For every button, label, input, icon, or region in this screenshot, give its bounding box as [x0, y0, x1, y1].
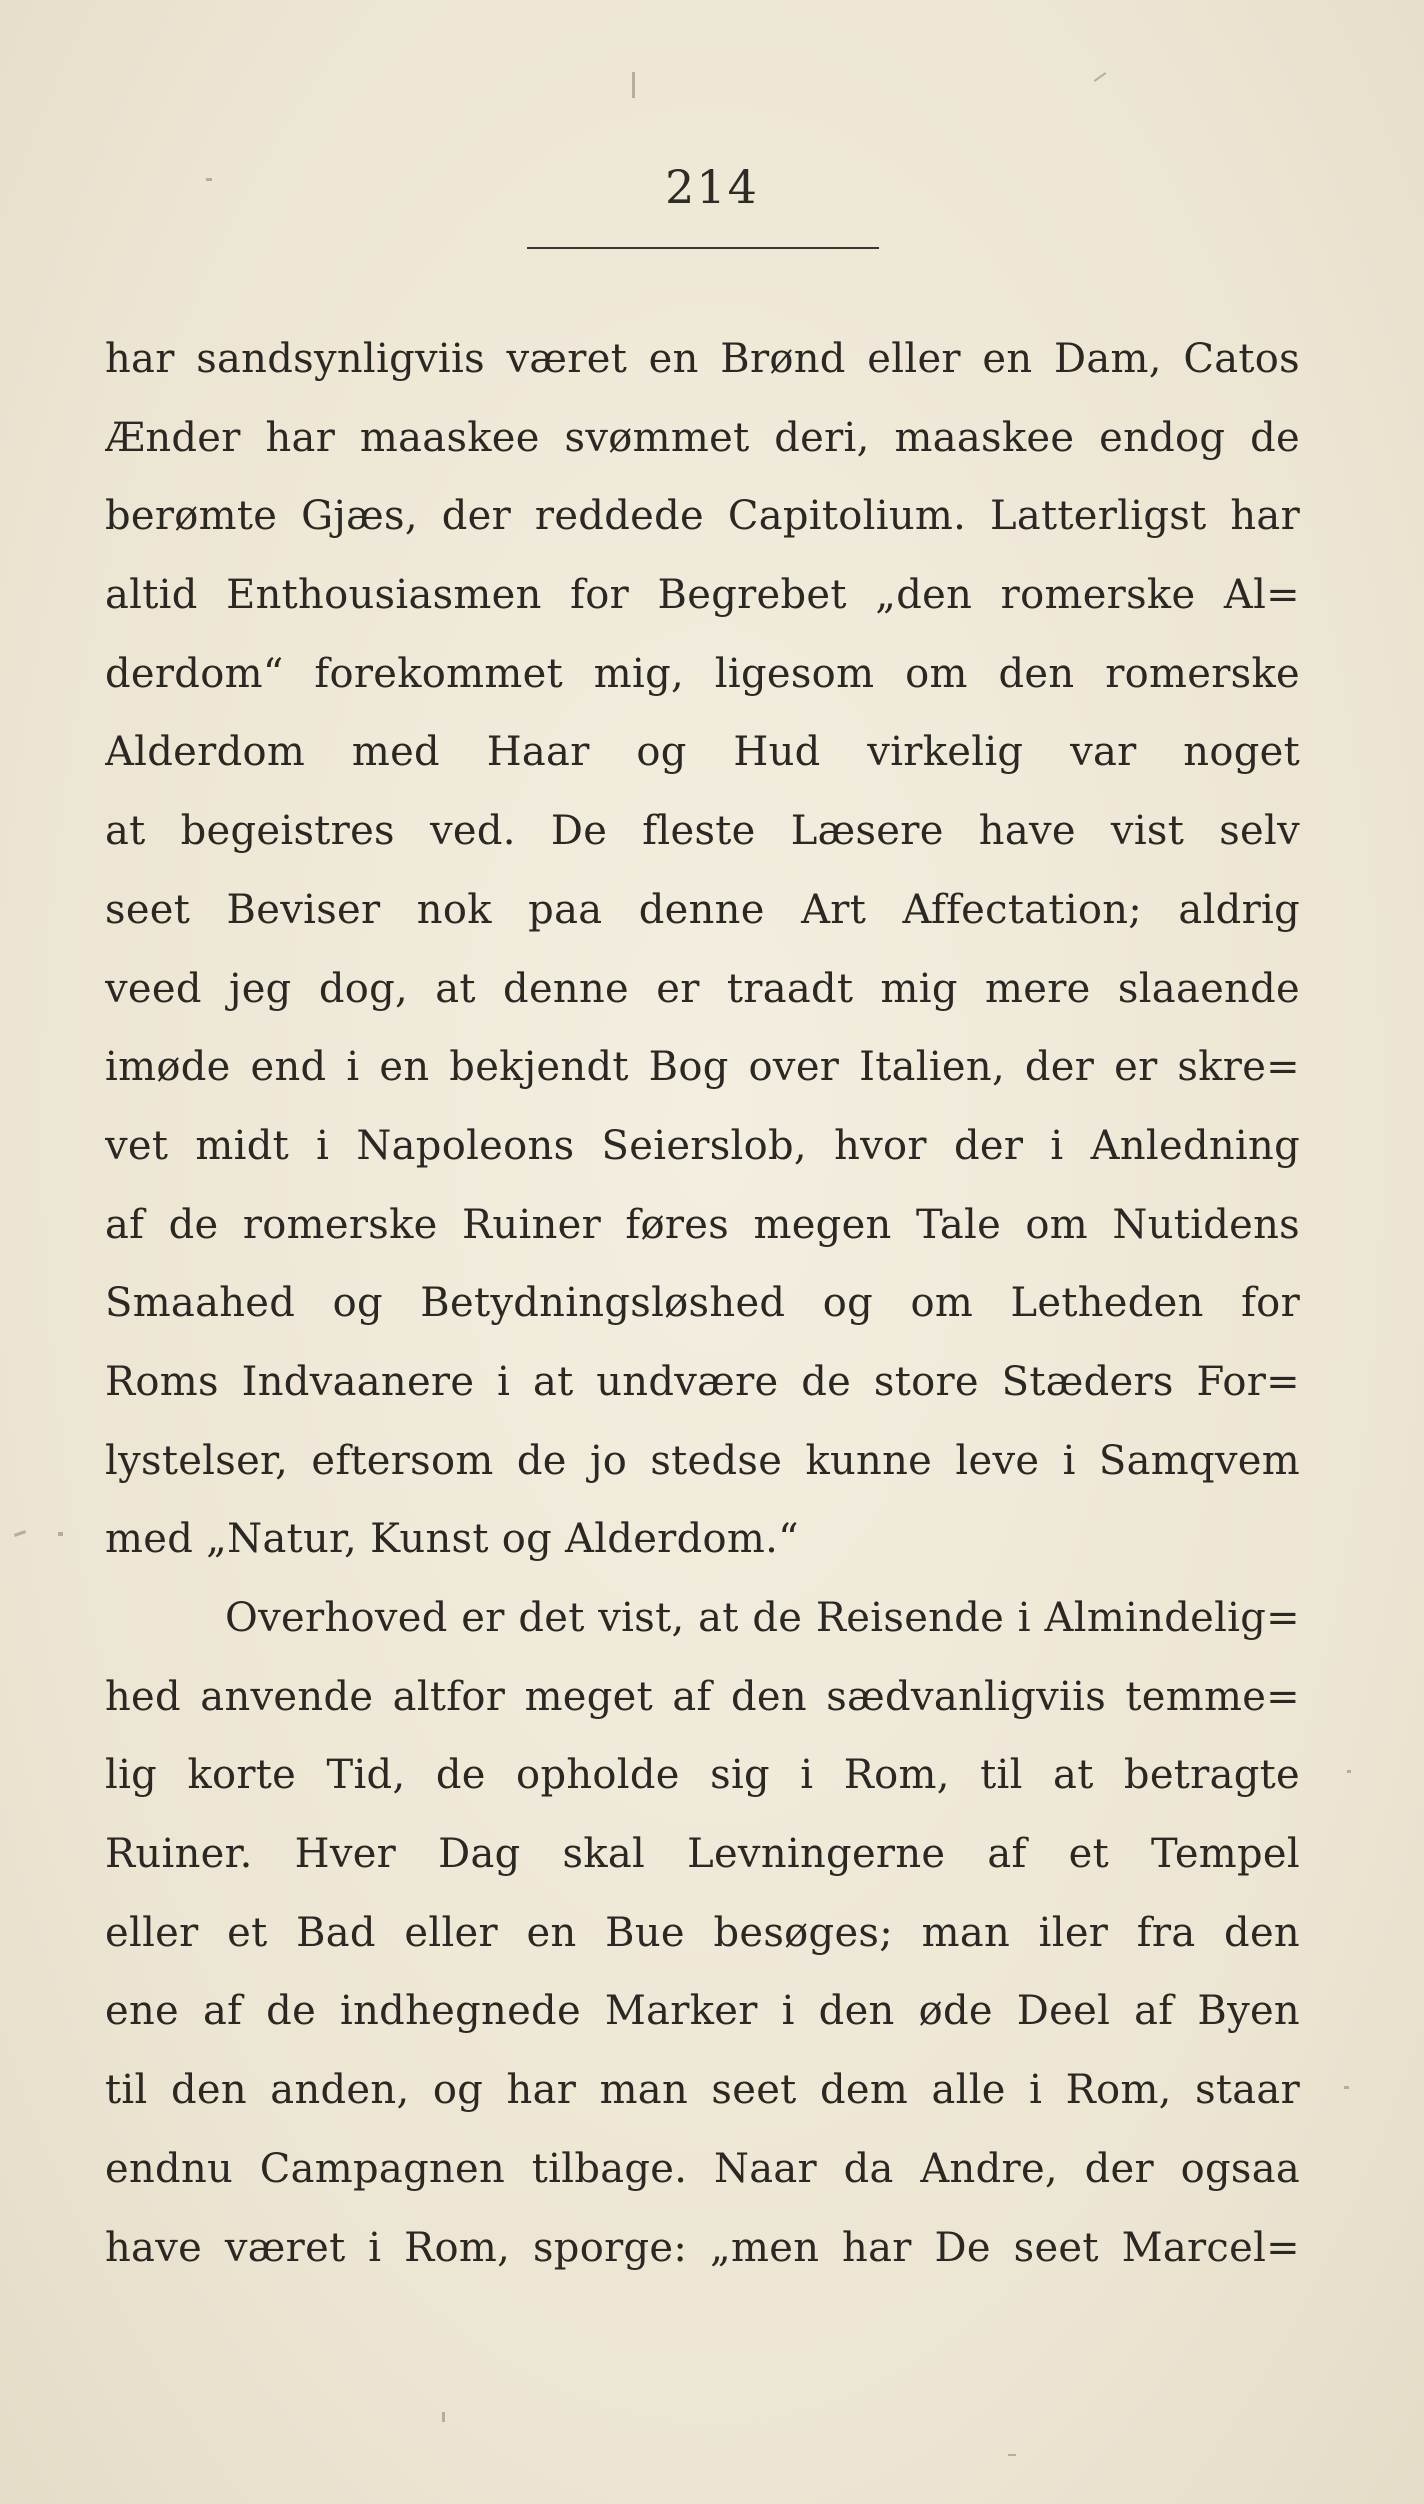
- text-line: vet midt i Napoleons Seierslob, hvor der i Anledning: [105, 1122, 1300, 1169]
- text-line: eller et Bad eller en Bue besøges; man iler fra den: [105, 1909, 1300, 1956]
- print-speck: [1094, 72, 1107, 82]
- text-line: Ænder har maaskee svømmet deri, maaskee endog de: [105, 414, 1300, 461]
- page-number: 214: [665, 160, 759, 214]
- text-line: til den anden, og har man seet dem alle i Rom, staar: [105, 2067, 1300, 2114]
- text-line: have været i Rom, sporge: „men har De seet Marcel=: [105, 2224, 1300, 2271]
- text-line: endnu Campagnen tilbage. Naar da Andre, der ogsaa: [105, 2145, 1300, 2192]
- text-line: at begeistres ved. De fleste Læsere have vist selv: [105, 808, 1300, 855]
- text-line: imøde end i en bekjendt Bog over Italien, der er skre=: [105, 1044, 1300, 1091]
- text-line: derdom“ forekommet mig, ligesom om den romerske: [105, 650, 1300, 697]
- print-speck: [14, 1530, 26, 1537]
- paragraph-start-line: Overhoved er det vist, at de Reisende i Almindelig=: [225, 1595, 1300, 1641]
- text-line: seet Beviser nok paa denne Art Affectation; aldrig: [105, 886, 1300, 933]
- text-line: Smaahed og Betydningsløshed og om Letheden for: [105, 1280, 1300, 1327]
- print-speck: [442, 2412, 445, 2422]
- print-speck: [1008, 2454, 1016, 2456]
- body-text: [105, 320, 1300, 2287]
- text-line: ene af de indhegnede Marker i den øde Deel af Byen: [105, 1988, 1300, 2035]
- text-line: Alderdom med Haar og Hud virkelig var noget: [105, 729, 1300, 776]
- text-line: af de romerske Ruiner føres megen Tale om Nutidens: [105, 1201, 1300, 1248]
- print-speck: [58, 1532, 63, 1536]
- header-rule: [527, 247, 879, 249]
- text-line: altid Enthousiasmen for Begrebet „den romerske Al=: [105, 572, 1300, 619]
- text-line: Roms Indvaanere i at undvære de store Stæders For=: [105, 1358, 1300, 1405]
- text-line: Ruiner. Hver Dag skal Levningerne af et Tempel: [105, 1831, 1300, 1878]
- text-line: berømte Gjæs, der reddede Capitolium. Latterligst har: [105, 493, 1300, 540]
- text-line: lystelser, eftersom de jo stedse kunne leve i Samqvem: [105, 1437, 1300, 1484]
- text-line: har sandsynligviis været en Brønd eller en Dam, Catos: [105, 336, 1300, 382]
- text-line: lig korte Tid, de opholde sig i Rom, til at betragte: [105, 1752, 1300, 1799]
- text-line: hed anvende altfor meget af den sædvanligviis temme=: [105, 1673, 1300, 1720]
- print-speck: [632, 72, 635, 98]
- print-speck: [1347, 1770, 1351, 1773]
- paragraph-end-line: med „Natur, Kunst og Alderdom.“: [105, 1516, 799, 1563]
- print-speck: [1344, 2086, 1349, 2089]
- text-line: veed jeg dog, at denne er traadt mig mere slaaende: [105, 965, 1300, 1012]
